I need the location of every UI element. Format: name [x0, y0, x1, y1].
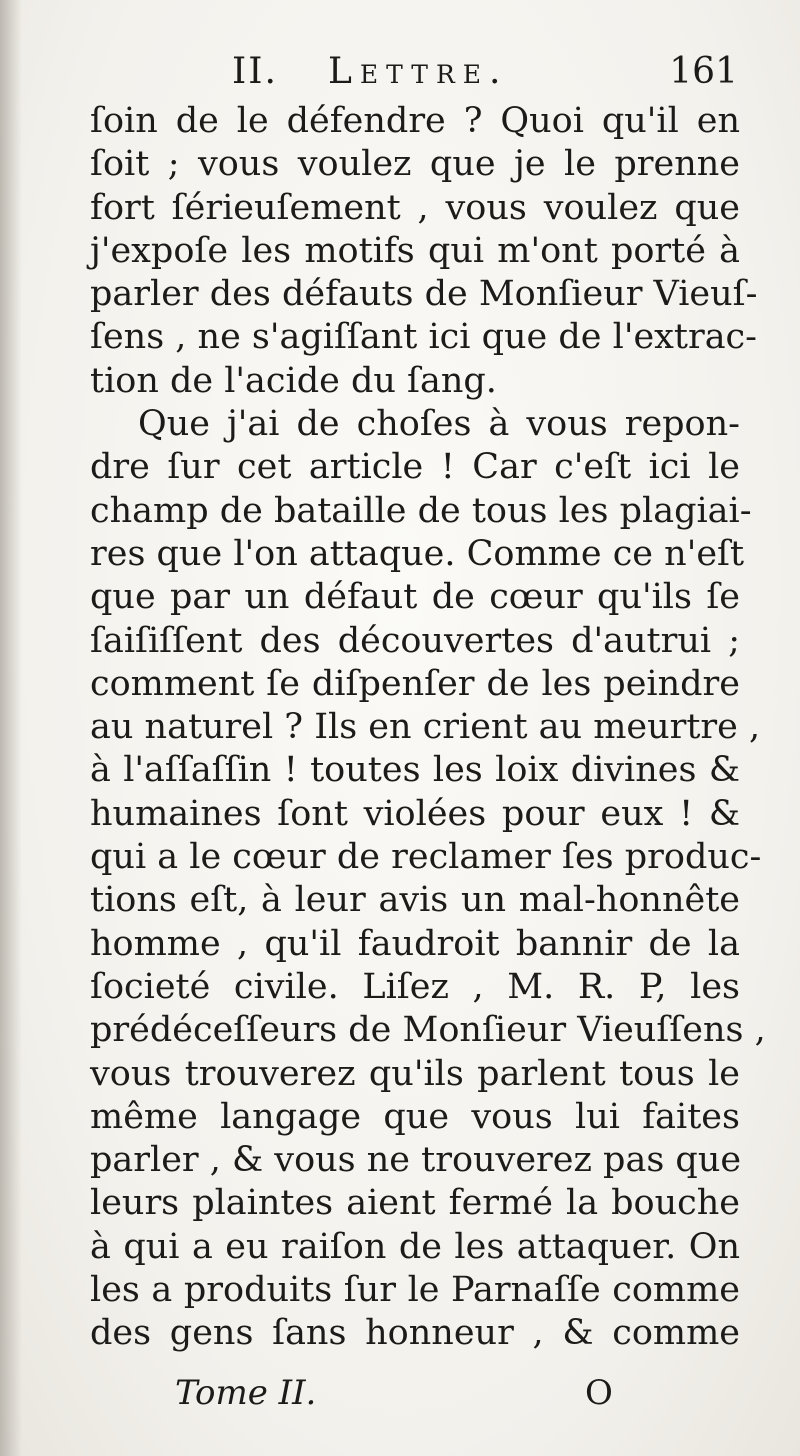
text-line: à qui a eu raiſon de les attaquer. On	[90, 1226, 740, 1267]
letter-number: II.	[232, 51, 278, 92]
text-line: homme , qu'il faudroit bannir de la	[90, 923, 740, 964]
text-line: parler , & vous ne trouverez pas que	[90, 1140, 742, 1181]
text-line: les a produits ſur le Parnaſſe comme	[90, 1270, 740, 1311]
text-line: tion de l'acide du ſang.	[90, 360, 497, 401]
text-line: à l'aſſaſſin ! toutes les loix divines &	[90, 750, 740, 791]
page-gutter-shadow	[0, 0, 22, 1456]
body-text	[90, 100, 766, 1356]
text-line: comment ſe diſpenſer de les peindre	[90, 663, 740, 704]
volume-label: Tome II.	[175, 1373, 317, 1413]
running-title: Lettre.	[328, 51, 509, 92]
text-line: champ de bataille de tous les plagiai-	[90, 490, 752, 531]
page-footer	[175, 1368, 615, 1418]
text-line: ſens , ne s'agiſſant ici que de l'extrac-	[90, 317, 757, 358]
text-line: j'expoſe les motifs qui m'ont porté à	[90, 230, 740, 271]
text-line: des gens ſans honneur , & comme	[90, 1313, 740, 1354]
text-line: parler des défauts de Monſieur Vieuſ-	[90, 274, 758, 315]
running-header	[232, 44, 738, 100]
text-line: leurs plaintes aient fermé la bouche	[90, 1183, 740, 1224]
text-line: ſoit ; vous voulez que je le prenne	[90, 144, 740, 185]
text-line: ſocieté civile. Liſez , M. R. P, les	[90, 966, 740, 1007]
text-line: ſoin de le défendre ? Quoi qu'il en	[90, 101, 740, 141]
text-line: prédéceſſeurs de Monſieur Vieuſſens ,	[90, 1010, 766, 1051]
text-line: tions eſt, à leur avis un mal-honnête	[90, 880, 740, 921]
text-line: ſaiſiſſent des découvertes d'autrui ;	[90, 620, 740, 661]
text-line: qui a le cœur de reclamer ſes produc-	[90, 837, 762, 878]
signature-mark: O	[585, 1373, 613, 1413]
text-line: même langage que vous lui faites	[90, 1096, 740, 1137]
text-line: res que l'on attaque. Comme ce n'eſt	[90, 533, 745, 574]
text-line: au naturel ? Ils en crient au meurtre ,	[90, 707, 761, 748]
text-line: fort ſérieuſement , vous voulez que	[90, 187, 740, 228]
text-line: vous trouverez qu'ils parlent tous le	[90, 1053, 740, 1094]
text-line: que par un défaut de cœur qu'ils ſe	[90, 577, 740, 618]
page-number: 161	[669, 51, 738, 92]
text-line: Que j'ai de choſes à vous repon-	[138, 404, 740, 445]
text-line: humaines ſont violées pour eux ! &	[90, 793, 740, 834]
text-line: dre ſur cet article ! Car c'eſt ici le	[90, 447, 740, 488]
